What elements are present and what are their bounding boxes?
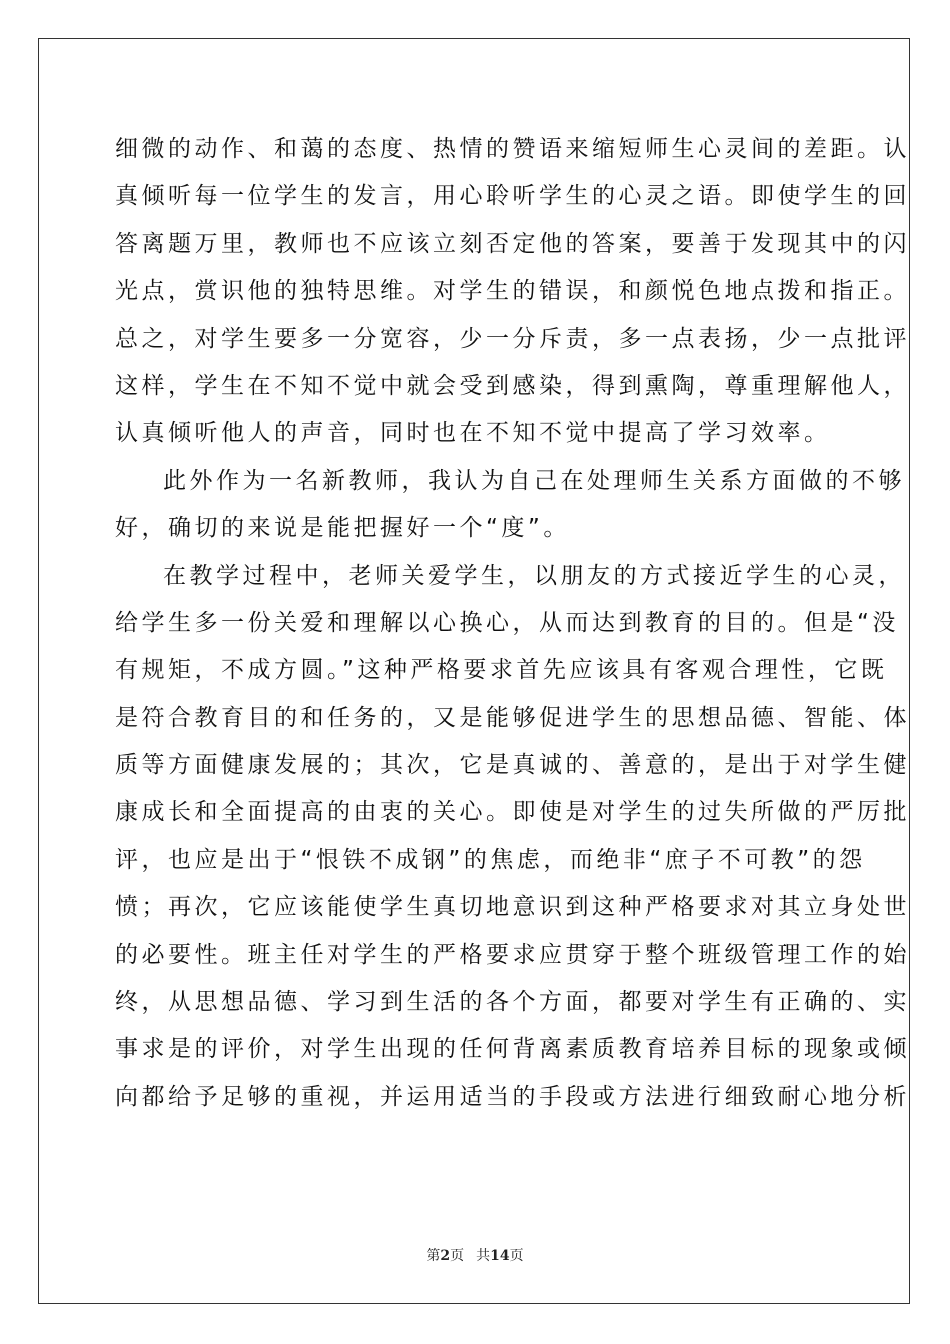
- text-line: 康成长和全面提高的由衷的关心。即使是对学生的过失所做的严厉批: [115, 799, 910, 826]
- text-line: 是符合教育目的和任务的，又是能够促进学生的思想品德、智能、体: [115, 704, 910, 731]
- text-line: 愤；再次，它应该能使学生真切地意识到这种严格要求对其立身处世: [115, 894, 910, 921]
- paragraph-first-line: 在教学过程中，老师关爱学生，以朋友的方式接近学生的心灵，: [163, 562, 905, 589]
- text-line: 细微的动作、和蔼的态度、热情的赞语来缩短师生心灵间的差距。认: [115, 136, 910, 162]
- text-line: 给学生多一份关爱和理解以心换心，从而达到教育的目的。但是“没: [115, 609, 899, 636]
- text-line: 有规矩，不成方圆。”这种严格要求首先应该具有客观合理性，它既: [115, 657, 888, 684]
- page-label-prefix: 第: [426, 1248, 441, 1264]
- text-line: 真倾听每一位学生的发言，用心聆听学生的心灵之语。即使学生的回: [115, 183, 910, 210]
- text-line: 质等方面健康发展的；其次，它是真诚的、善意的，是出于对学生健: [115, 752, 910, 779]
- text-line: 评，也应是出于“恨铁不成钢”的焦虑，而绝非“庶子不可教”的怨: [115, 846, 866, 873]
- text-line: 这样，学生在不知不觉中就会受到感染，得到熏陶，尊重理解他人，: [115, 372, 910, 399]
- page-label-suffix: 页: [450, 1248, 465, 1264]
- page-number: 2: [440, 1248, 451, 1264]
- text-line: 总之，对学生要多一分宽容，少一分斥责，多一点表扬，少一点批评: [115, 325, 910, 352]
- total-label-suffix: 页: [509, 1248, 524, 1264]
- text-line: 光点，赏识他的独特思维。对学生的错误，和颜悦色地点拨和指正。: [115, 278, 910, 305]
- document-body: [115, 126, 910, 1121]
- paragraph-first-line: 此外作为一名新教师，我认为自己在处理师生关系方面做的不够: [163, 467, 905, 494]
- page-footer: [0, 1245, 950, 1265]
- text-line: 终，从思想品德、学习到生活的各个方面，都要对学生有正确的、实: [115, 989, 910, 1016]
- text-line: 答离题万里，教师也不应该立刻否定他的答案，要善于发现其中的闪: [115, 230, 910, 257]
- total-label-prefix: 共: [476, 1248, 491, 1264]
- text-line: 认真倾听他人的声音，同时也在不知不觉中提高了学习效率。: [115, 420, 831, 447]
- text-line: 向都给予足够的重视，并运用适当的手段或方法进行细致耐心地分析: [115, 1083, 910, 1110]
- total-pages: 14: [490, 1248, 510, 1264]
- text-line: 的必要性。班主任对学生的严格要求应贯穿于整个班级管理工作的始: [115, 941, 910, 968]
- text-line: 事求是的评价，对学生出现的任何背离素质教育培养目标的现象或倾: [115, 1036, 910, 1063]
- text-line: 好，确切的来说是能把握好一个“度”。: [115, 515, 570, 542]
